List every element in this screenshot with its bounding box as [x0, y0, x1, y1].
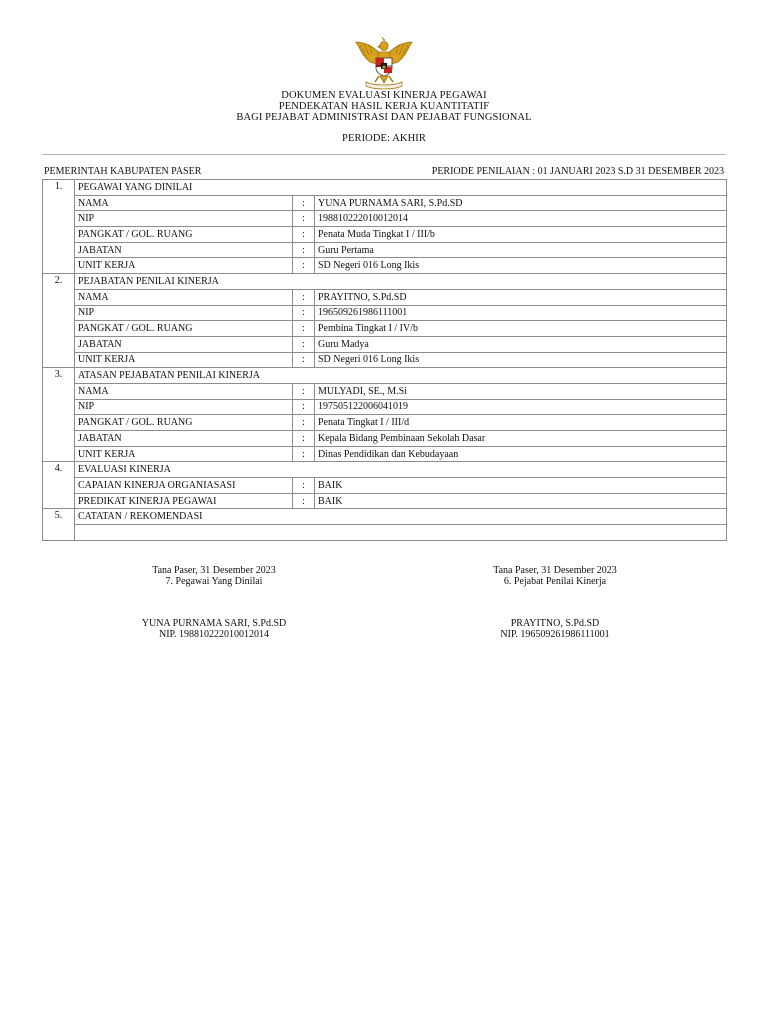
colon-separator: :: [293, 258, 315, 274]
field-value: 198810222010012014: [315, 211, 727, 227]
table-row: [43, 289, 727, 305]
field-value: Kepala Bidang Pembinaan Sekolah Dasar: [315, 431, 727, 447]
table-row: [43, 415, 727, 431]
field-label: JABATAN: [75, 336, 293, 352]
field-label: PANGKAT / GOL. RUANG: [75, 415, 293, 431]
signature-nip: NIP. 198810222010012014: [158, 628, 269, 640]
signature-place-date: Tana Paser, 31 Desember 2023: [493, 565, 617, 576]
signature-name: PRAYITNO, S.Pd.SD: [510, 618, 600, 629]
colon-separator: :: [293, 336, 315, 352]
section-header-catatan: [43, 509, 727, 525]
signature-nip: NIP. 196509261986111001: [500, 628, 610, 640]
field-label: JABATAN: [75, 242, 293, 258]
table-row: [43, 195, 727, 211]
section-header-atasan: [43, 368, 727, 384]
colon-separator: :: [293, 211, 315, 227]
field-label: PANGKAT / GOL. RUANG: [75, 321, 293, 337]
field-value: BAIK: [315, 478, 727, 494]
field-value: YUNA PURNAMA SARI, S.Pd.SD: [315, 195, 727, 211]
signature-place-date: Tana Paser, 31 Desember 2023: [152, 565, 276, 576]
signature-block-penilai: [425, 566, 685, 640]
field-label: NAMA: [75, 195, 293, 211]
colon-separator: :: [293, 352, 315, 368]
field-label: PREDIKAT KINERJA PEGAWAI: [75, 493, 293, 509]
periode-penilaian-label: PERIODE PENILAIAN : 01 JANUARI 2023 S.D 31 DESEMBER 2023: [431, 166, 724, 177]
catatan-content: [75, 525, 727, 541]
header-subtitle: PENDEKATAN HASIL KERJA KUANTITATIF: [278, 101, 490, 112]
colon-separator: :: [293, 431, 315, 447]
signature-role: 7. Pegawai Yang Dinilai: [165, 575, 263, 587]
section-title: PEJABATAN PENILAI KINERJA: [75, 274, 727, 290]
table-row: [43, 446, 727, 462]
colon-separator: :: [293, 493, 315, 509]
field-label: CAPAIAN KINERJA ORGANIASASI: [75, 478, 293, 494]
field-label: NAMA: [75, 289, 293, 305]
table-row: [43, 211, 727, 227]
field-value: BAIK: [315, 493, 727, 509]
table-row: [43, 399, 727, 415]
colon-separator: :: [293, 227, 315, 243]
section-header-pegawai: [43, 180, 727, 196]
field-value: 196509261986111001: [315, 305, 727, 321]
field-label: NIP: [75, 399, 293, 415]
table-row: [43, 258, 727, 274]
field-value: Guru Pertama: [315, 242, 727, 258]
header-scope: BAGI PEJABAT ADMINISTRASI DAN PEJABAT FUNGSIONAL: [236, 112, 532, 123]
colon-separator: :: [293, 399, 315, 415]
field-value: Penata Tingkat I / III/d: [315, 415, 727, 431]
field-value: Penata Muda Tingkat I / III/b: [315, 227, 727, 243]
field-label: UNIT KERJA: [75, 352, 293, 368]
field-value: MULYADI, SE., M.Si: [315, 383, 727, 399]
field-label: JABATAN: [75, 431, 293, 447]
field-value: Dinas Pendidikan dan Kebudayaan: [315, 446, 727, 462]
catatan-content-row: [43, 525, 727, 541]
colon-separator: :: [293, 415, 315, 431]
evaluation-table: [42, 179, 727, 541]
colon-separator: :: [293, 446, 315, 462]
section-header-evaluasi: [43, 462, 727, 478]
document-header: [0, 90, 768, 144]
table-row: [43, 493, 727, 509]
section-number: 3.: [43, 368, 75, 462]
section-number: 1.: [43, 180, 75, 274]
field-label: UNIT KERJA: [75, 258, 293, 274]
section-number: 5.: [43, 509, 75, 540]
field-value: PRAYITNO, S.Pd.SD: [315, 289, 727, 305]
table-row: [43, 478, 727, 494]
field-value: SD Negeri 016 Long Ikis: [315, 258, 727, 274]
table-row: [43, 336, 727, 352]
header-periode: PERIODE: AKHIR: [342, 133, 426, 144]
header-divider: [42, 154, 726, 155]
section-header-penilai: [43, 274, 727, 290]
table-row: [43, 242, 727, 258]
signature-block-pegawai: [84, 566, 344, 640]
instansi-label: PEMERINTAH KABUPATEN PASER: [44, 166, 202, 177]
colon-separator: :: [293, 321, 315, 337]
garuda-emblem-icon: [352, 36, 416, 90]
section-title: CATATAN / REKOMENDASI: [75, 509, 727, 525]
colon-separator: :: [293, 289, 315, 305]
colon-separator: :: [293, 305, 315, 321]
colon-separator: :: [293, 478, 315, 494]
header-title: DOKUMEN EVALUASI KINERJA PEGAWAI: [281, 90, 487, 101]
field-value: SD Negeri 016 Long Ikis: [315, 352, 727, 368]
section-number: 2.: [43, 274, 75, 368]
colon-separator: :: [293, 195, 315, 211]
colon-separator: :: [293, 383, 315, 399]
table-row: [43, 227, 727, 243]
field-label: PANGKAT / GOL. RUANG: [75, 227, 293, 243]
section-title: PEGAWAI YANG DINILAI: [75, 180, 727, 196]
field-value: 197505122006041019: [315, 399, 727, 415]
section-title: ATASAN PEJABATAN PENILAI KINERJA: [75, 368, 727, 384]
field-label: UNIT KERJA: [75, 446, 293, 462]
section-number: 4.: [43, 462, 75, 509]
colon-separator: :: [293, 242, 315, 258]
field-label: NIP: [75, 305, 293, 321]
table-row: [43, 305, 727, 321]
field-label: NIP: [75, 211, 293, 227]
table-row: [43, 352, 727, 368]
table-row: [43, 431, 727, 447]
field-value: Pembina Tingkat I / IV/b: [315, 321, 727, 337]
table-row: [43, 383, 727, 399]
signature-name: YUNA PURNAMA SARI, S.Pd.SD: [141, 618, 287, 629]
section-title: EVALUASI KINERJA: [75, 462, 727, 478]
table-row: [43, 321, 727, 337]
field-value: Guru Madya: [315, 336, 727, 352]
field-label: NAMA: [75, 383, 293, 399]
signature-role: 6. Pejabat Penilai Kinerja: [503, 575, 607, 587]
